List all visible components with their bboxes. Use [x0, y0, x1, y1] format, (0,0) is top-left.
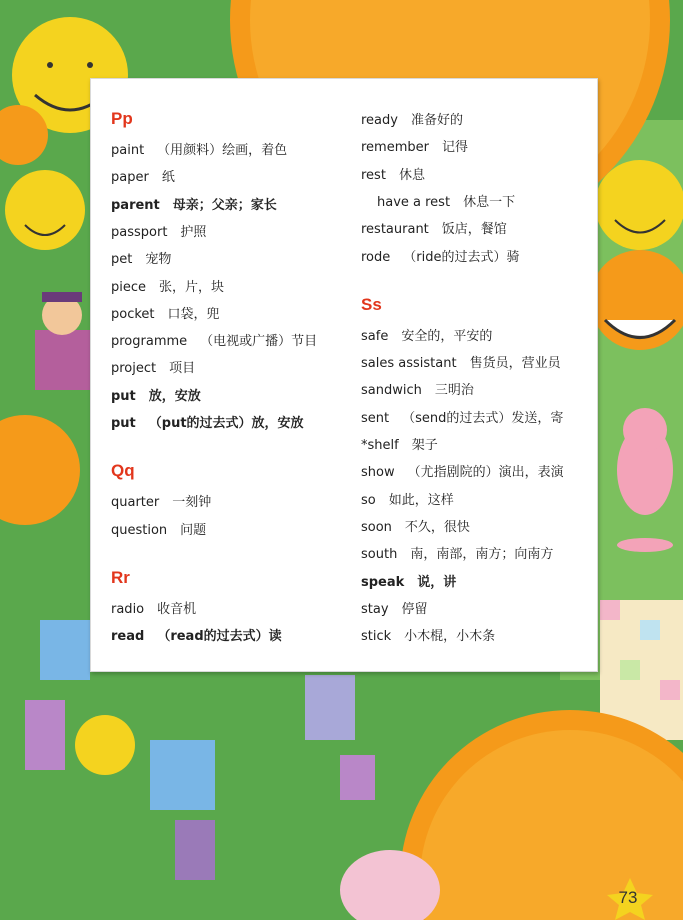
vocab-word: radio: [111, 601, 145, 617]
vocab-entry: [111, 385, 201, 404]
vocab-entry: [111, 194, 277, 213]
section-heading-ss: Ss: [361, 294, 382, 314]
vocab-word: sales assistant: [361, 356, 457, 372]
vocab-meaning: 母亲；父亲；家长: [172, 197, 277, 213]
vocab-meaning: 纸: [161, 170, 175, 186]
vocab-meaning: 如此，这样: [388, 492, 454, 508]
vocab-entry: [111, 330, 317, 349]
vocab-word: project: [111, 361, 157, 377]
vocab-entry: [361, 598, 428, 617]
vocab-word: paper: [111, 170, 149, 186]
vocab-meaning: （put的过去式）放，安放: [148, 416, 304, 431]
vocab-entry: [361, 379, 474, 398]
vocab-meaning: 护照: [180, 224, 207, 240]
vocab-meaning: 说，讲: [417, 574, 457, 590]
vocab-word: so: [361, 492, 376, 508]
vocab-meaning: 项目: [169, 361, 196, 377]
vocab-meaning: 放，安放: [148, 388, 201, 404]
vocab-entry: [361, 543, 553, 562]
vocab-word: rode: [361, 249, 391, 265]
vocab-word: parent: [111, 197, 160, 213]
vocab-word: soon: [361, 519, 392, 535]
vocab-meaning: 记得: [441, 140, 468, 156]
vocab-meaning: 售货员，营业员: [469, 356, 561, 372]
vocab-entry: [361, 434, 438, 453]
vocab-entry: [111, 412, 304, 431]
vocab-entry: [361, 489, 454, 508]
vocab-meaning: 一刻钟: [172, 495, 212, 511]
vocab-word: passport: [111, 224, 168, 240]
vocab-word: stay: [361, 601, 389, 617]
vocab-meaning: 小木棍，小木条: [404, 629, 496, 645]
vocab-word: stick: [361, 629, 392, 645]
vocab-word: pocket: [111, 306, 155, 322]
vocab-meaning: （send的过去式）发送，寄: [402, 410, 564, 426]
section-heading-pp: Pp: [111, 109, 133, 128]
vocab-meaning: 架子: [411, 438, 438, 453]
vocab-entry: [111, 248, 171, 267]
section-heading-rr: Rr: [111, 567, 130, 587]
vocab-word: question: [111, 522, 168, 538]
vocab-entry: [361, 461, 564, 480]
vocab-entry: [111, 598, 196, 617]
page-number-text: 73: [618, 888, 638, 907]
vocab-meaning: （read的过去式）读: [157, 629, 282, 645]
vocab-word: rest: [361, 167, 386, 183]
vocab-meaning: （尤指剧院的）演出，表演: [407, 465, 564, 481]
vocab-word: paint: [111, 143, 145, 158]
vocab-meaning: 南，南部，南方；向南方: [410, 547, 554, 563]
vocab-entry: [361, 325, 492, 344]
vocab-entry: [361, 218, 507, 237]
vocab-word: sandwich: [361, 383, 422, 399]
section-heading-qq: Qq: [111, 461, 135, 481]
vocab-word: speak: [361, 574, 405, 590]
vocab-entry: [361, 191, 515, 210]
vocab-entry: [111, 166, 175, 185]
vocab-meaning: 休息: [398, 167, 425, 183]
vocab-meaning: 宠物: [145, 252, 172, 268]
vocab-word: south: [361, 547, 398, 563]
vocab-entry: [111, 221, 206, 240]
vocab-entry: [361, 571, 456, 590]
page-number: [605, 880, 655, 918]
vocab-word: put: [111, 416, 136, 431]
vocab-meaning: 停留: [401, 601, 428, 617]
smiley-face-icon: [75, 715, 135, 775]
vocab-word: pet: [111, 252, 133, 268]
vocab-meaning: （ride的过去式）骑: [403, 249, 520, 265]
vocab-word: put: [111, 388, 136, 404]
vocab-entry: [361, 407, 563, 426]
vocab-word: sent: [361, 410, 390, 426]
vocabulary-card: [90, 78, 598, 672]
vocab-meaning: 饭店，餐馆: [441, 222, 507, 238]
vocab-word: show: [361, 465, 395, 481]
vocab-meaning: 张，片，块: [159, 279, 225, 295]
vocab-entry: [111, 625, 282, 644]
vocab-word: *shelf: [361, 438, 399, 453]
vocab-entry: [111, 303, 220, 322]
vocab-entry: [361, 136, 468, 155]
vocab-word: ready: [361, 113, 398, 128]
vocab-entry: [361, 352, 561, 371]
vocab-entry: [111, 357, 195, 376]
vocab-entry: [111, 491, 211, 510]
vocab-entry: [361, 109, 463, 128]
vocab-entry: [111, 276, 224, 295]
vocab-entry: [361, 516, 470, 535]
vocab-word: programme: [111, 334, 188, 350]
vocab-entry: [111, 519, 206, 538]
vocab-entry: [361, 164, 425, 183]
vocab-meaning: （电视或广播）节目: [200, 334, 318, 350]
vocab-entry: [361, 625, 495, 644]
vocab-word: safe: [361, 328, 389, 344]
vocab-meaning: （用颜料）绘画，着色: [157, 143, 288, 158]
vocab-meaning: 收音机: [157, 601, 197, 617]
vocab-meaning: 安全的，平安的: [401, 328, 493, 344]
vocab-word: quarter: [111, 495, 160, 511]
vocab-meaning: 问题: [180, 522, 207, 538]
vocab-word: restaurant: [361, 222, 429, 238]
vocab-meaning: 三明治: [434, 383, 474, 399]
vocab-word: remember: [361, 140, 429, 156]
vocab-meaning: 口袋，兜: [167, 306, 220, 322]
vocab-entry: [111, 139, 287, 158]
vocab-word: piece: [111, 279, 147, 295]
vocab-entry: [361, 246, 519, 265]
vocab-meaning: 准备好的: [410, 113, 463, 128]
vocab-meaning: 不久，很快: [404, 519, 470, 535]
vocab-meaning: 休息一下: [463, 194, 516, 210]
vocab-word: read: [111, 629, 145, 645]
vocab-word: have a rest: [377, 194, 451, 210]
